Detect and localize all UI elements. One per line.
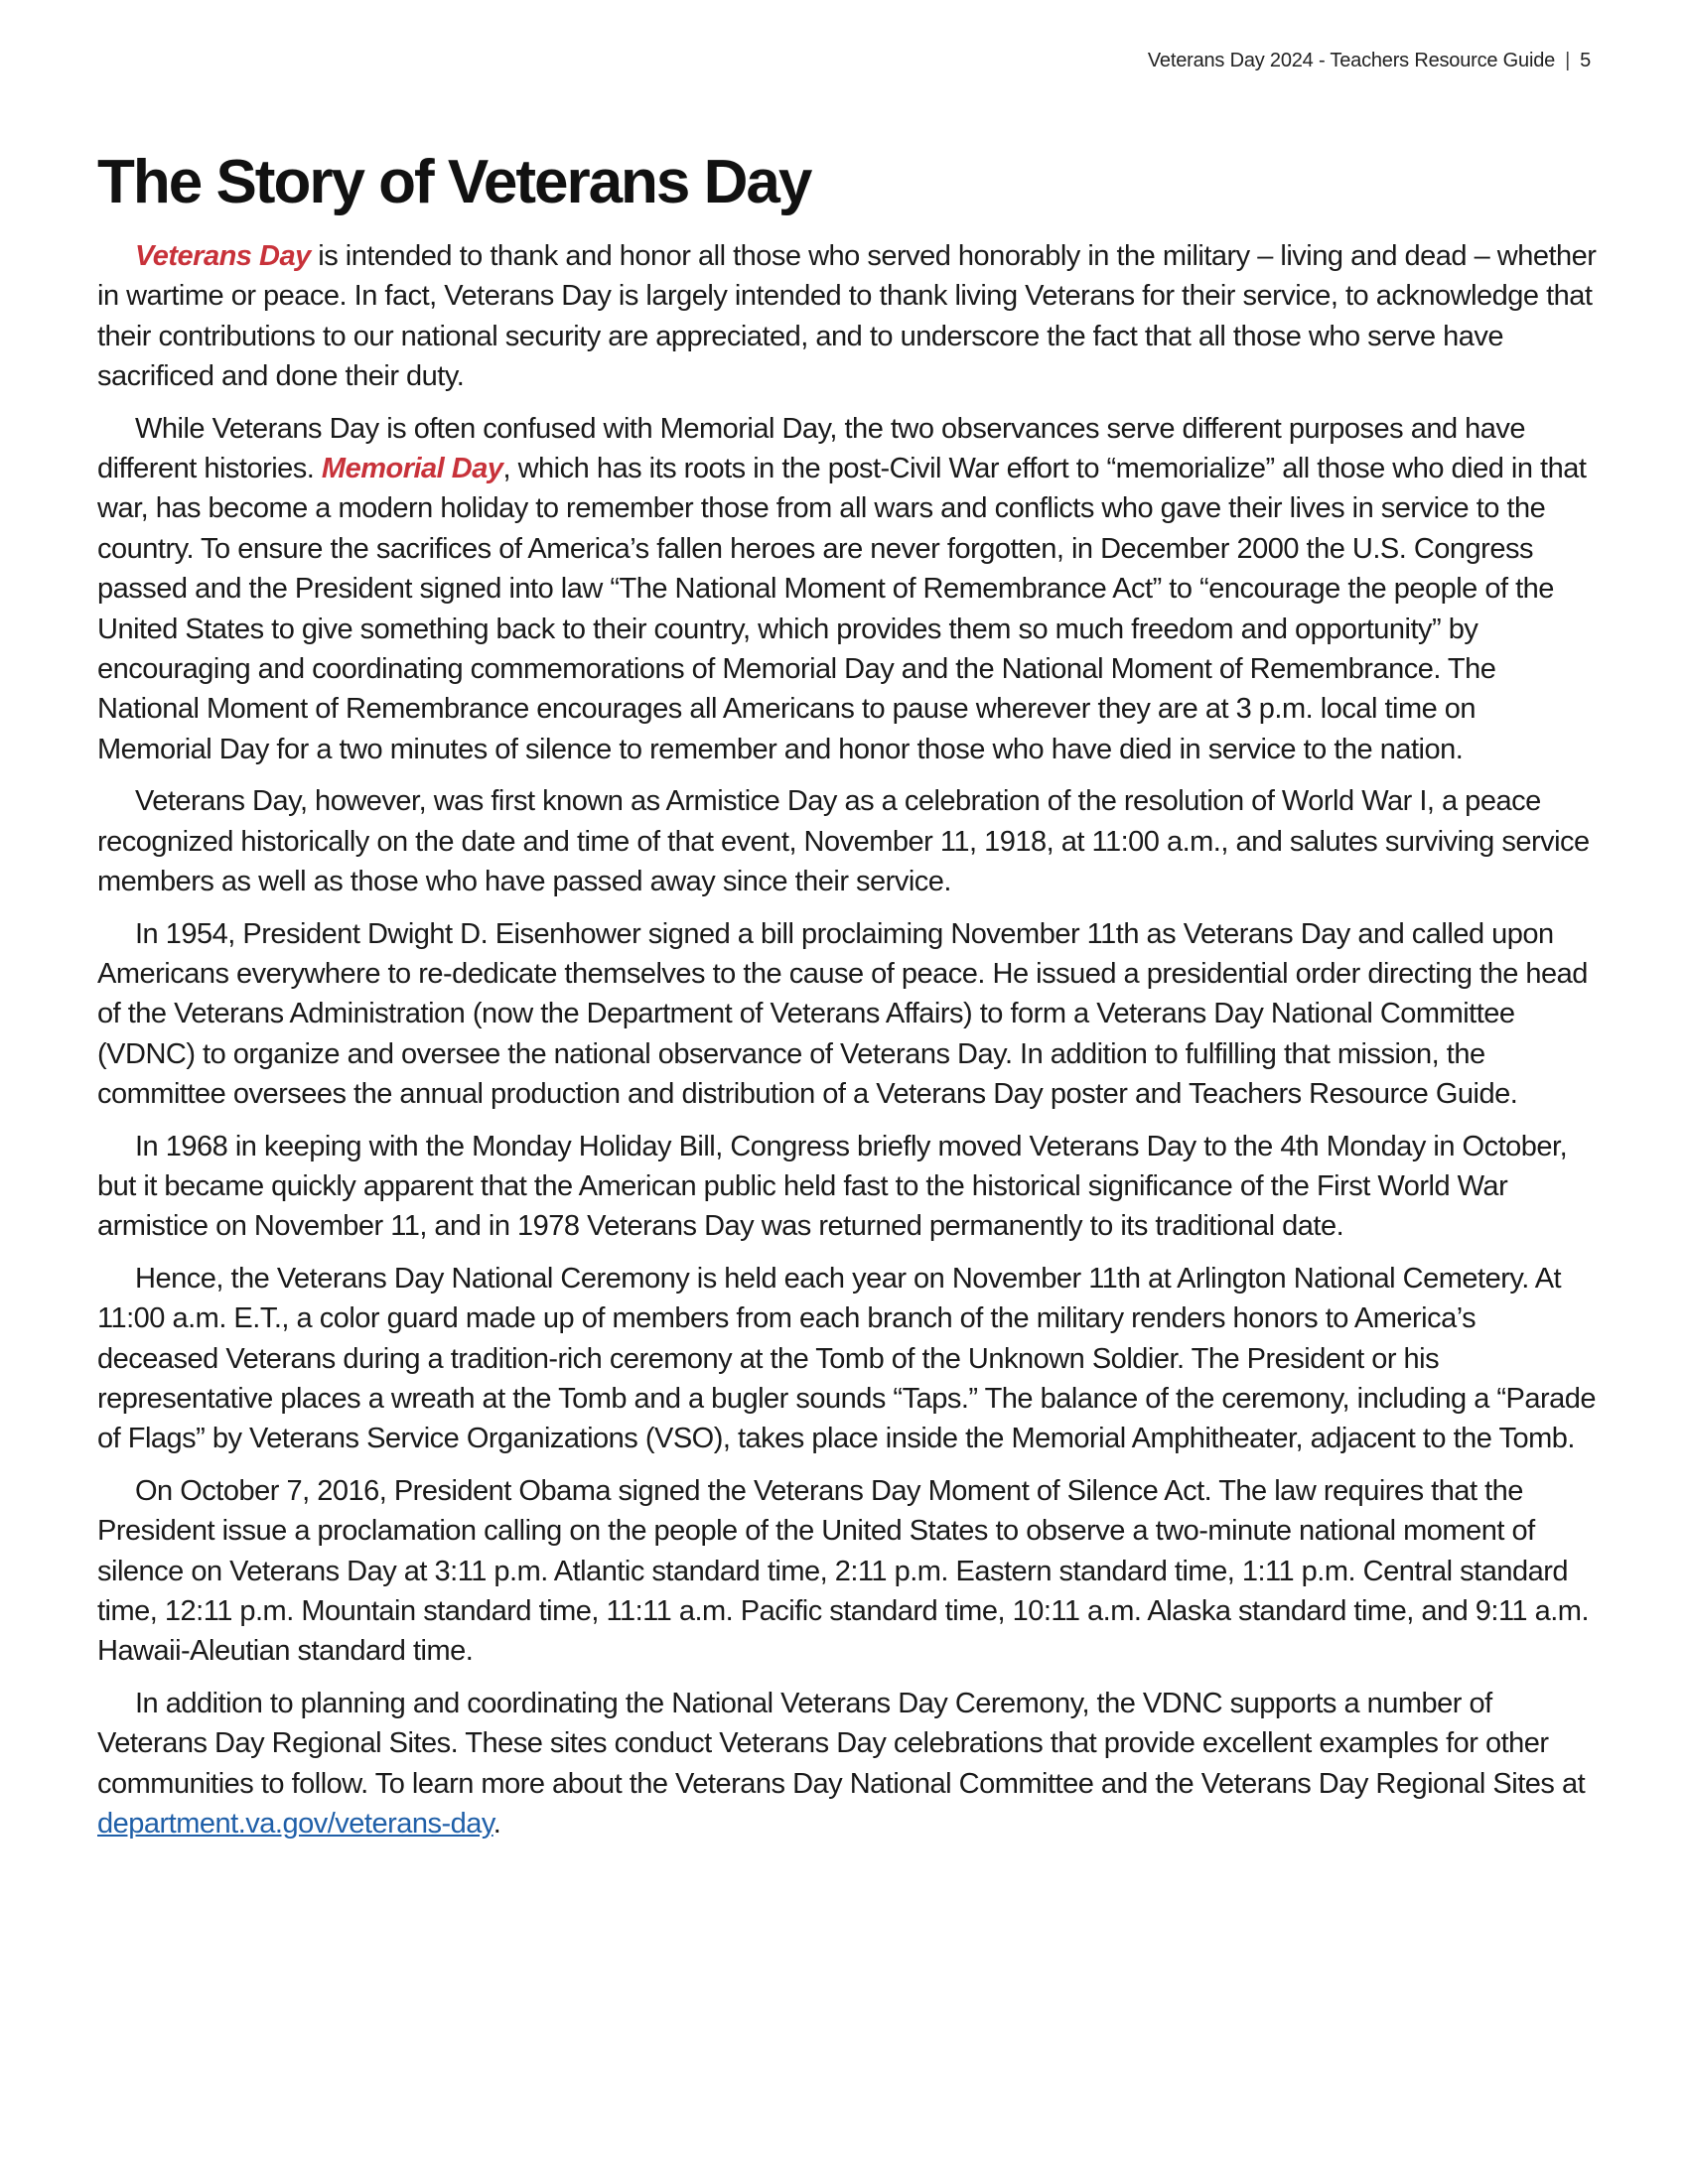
- guide-title: Veterans Day 2024 - Teachers Resource Guide: [1147, 50, 1556, 71]
- header-separator: |: [1565, 50, 1571, 71]
- paragraph-2-text-before: While Veterans Day is often confused with Memorial Day, the two observances serve different purposes and have different histories.: [97, 412, 1526, 485]
- veterans-day-term: Veterans Day: [135, 240, 311, 272]
- paragraph-7: On October 7, 2016, President Obama signed the Veterans Day Moment of Silence Act. The law requires that the President issue a proclamation calling on the people of the United States to observe a two-minute national moment of silence on Veterans Day at 3:11 p.m. Atlantic standard time, 2:11 p.m. Eastern standard time, 1:11 p.m. Central standard time, 12:11 p.m. Mountain standard time, 11:11 a.m. Pacific standard time, 10:11 a.m. Alaska standard time, and 9:11 a.m. Hawaii-Aleutian standard time.: [97, 1474, 1590, 1668]
- paragraph-1: [97, 236, 1597, 397]
- paragraph-3: Veterans Day, however, was first known as Armistice Day as a celebration of the resolution of World War I, a peace recognized historically on the date and time of that event, November 11, 1918, at 11:00 a.m., and salutes surviving service members as well as those who have passed away since their service.: [97, 785, 1590, 898]
- paragraph-8-end: .: [492, 1808, 501, 1841]
- paragraph-2: [97, 409, 1597, 770]
- page-number: 5: [1580, 50, 1591, 71]
- paragraph-8-text: In addition to planning and coordinating the National Veterans Day Ceremony, the VDNC supports a number of Veterans Day Regional Sites. These sites conduct Veterans Day celebrations that provide excellent examples for other communities to follow. To learn more about the Veterans Day National Committee and the Veterans Day Regional Sites at: [97, 1687, 1586, 1800]
- paragraph-8: [97, 1684, 1597, 1844]
- article-body: [97, 236, 1597, 1855]
- paragraph-5: In 1968 in keeping with the Monday Holiday Bill, Congress briefly moved Veterans Day to the 4th Monday in October, but it became quickly apparent that the American public held fast to the historical significance of the First World War armistice on November 11, and in 1978 Veterans Day was returned permanently to its traditional date.: [97, 1130, 1568, 1243]
- paragraph-1-text: is intended to thank and honor all those who served honorably in the military – living and dead – whether in wartime or peace. In fact, Veterans Day is largely intended to thank living Veterans for their service, to acknowledge that their contributions to our national security are appreciated, and to underscore the fact that all those who serve have sacrificed and done their duty.: [97, 240, 1597, 393]
- va-veterans-day-link[interactable]: department.va.gov/veterans-day: [97, 1808, 493, 1841]
- paragraph-2-text-after: , which has its roots in the post-Civil War effort to “memorialize” all those who died in that war, has become a modern holiday to remember those from all wars and conflicts who gave their lives in service to the country. To ensure the sacrifices of America’s fallen heroes are never forgotten, in December 2000 the U.S. Congress passed and the President signed into law “The National Moment of Remembrance Act” to “encourage the people of the United States to give something back to their country, which provides them so much freedom and opportunity” by encouraging and coordinating commemorations of Memorial Day and the National Moment of Remembrance. The National Moment of Remembrance encourages all Americans to pause wherever they are at 3 p.m. local time on Memorial Day for a two minutes of silence to remember and honor those who have died in service to the nation.: [97, 453, 1587, 765]
- page-title: The Story of Veterans Day: [97, 148, 811, 216]
- memorial-day-term: Memorial Day: [321, 453, 503, 485]
- paragraph-6: Hence, the Veterans Day National Ceremony is held each year on November 11th at Arlington National Cemetery. At 11:00 a.m. E.T., a color guard made up of members from each branch of the military renders honors to America’s deceased Veterans during a tradition-rich ceremony at the Tomb of the Unknown Soldier. The President or his representative places a wreath at the Tomb and a bugler sounds “Taps.” The balance of the ceremony, including a “Parade of Flags” by Veterans Service Organizations (VSO), takes place inside the Memorial Amphitheater, adjacent to the Tomb.: [97, 1262, 1597, 1455]
- paragraph-4: In 1954, President Dwight D. Eisenhower signed a bill proclaiming November 11th as Veterans Day and called upon Americans everywhere to re-dedicate themselves to the cause of peace. He issued a presidential order directing the head of the Veterans Administration (now the Department of Veterans Affairs) to form a Veterans Day National Committee (VDNC) to organize and oversee the national observance of Veterans Day. In addition to fulfilling that mission, the committee oversees the annual production and distribution of a Veterans Day poster and Teachers Resource Guide.: [97, 917, 1588, 1111]
- running-header: [1148, 50, 1591, 72]
